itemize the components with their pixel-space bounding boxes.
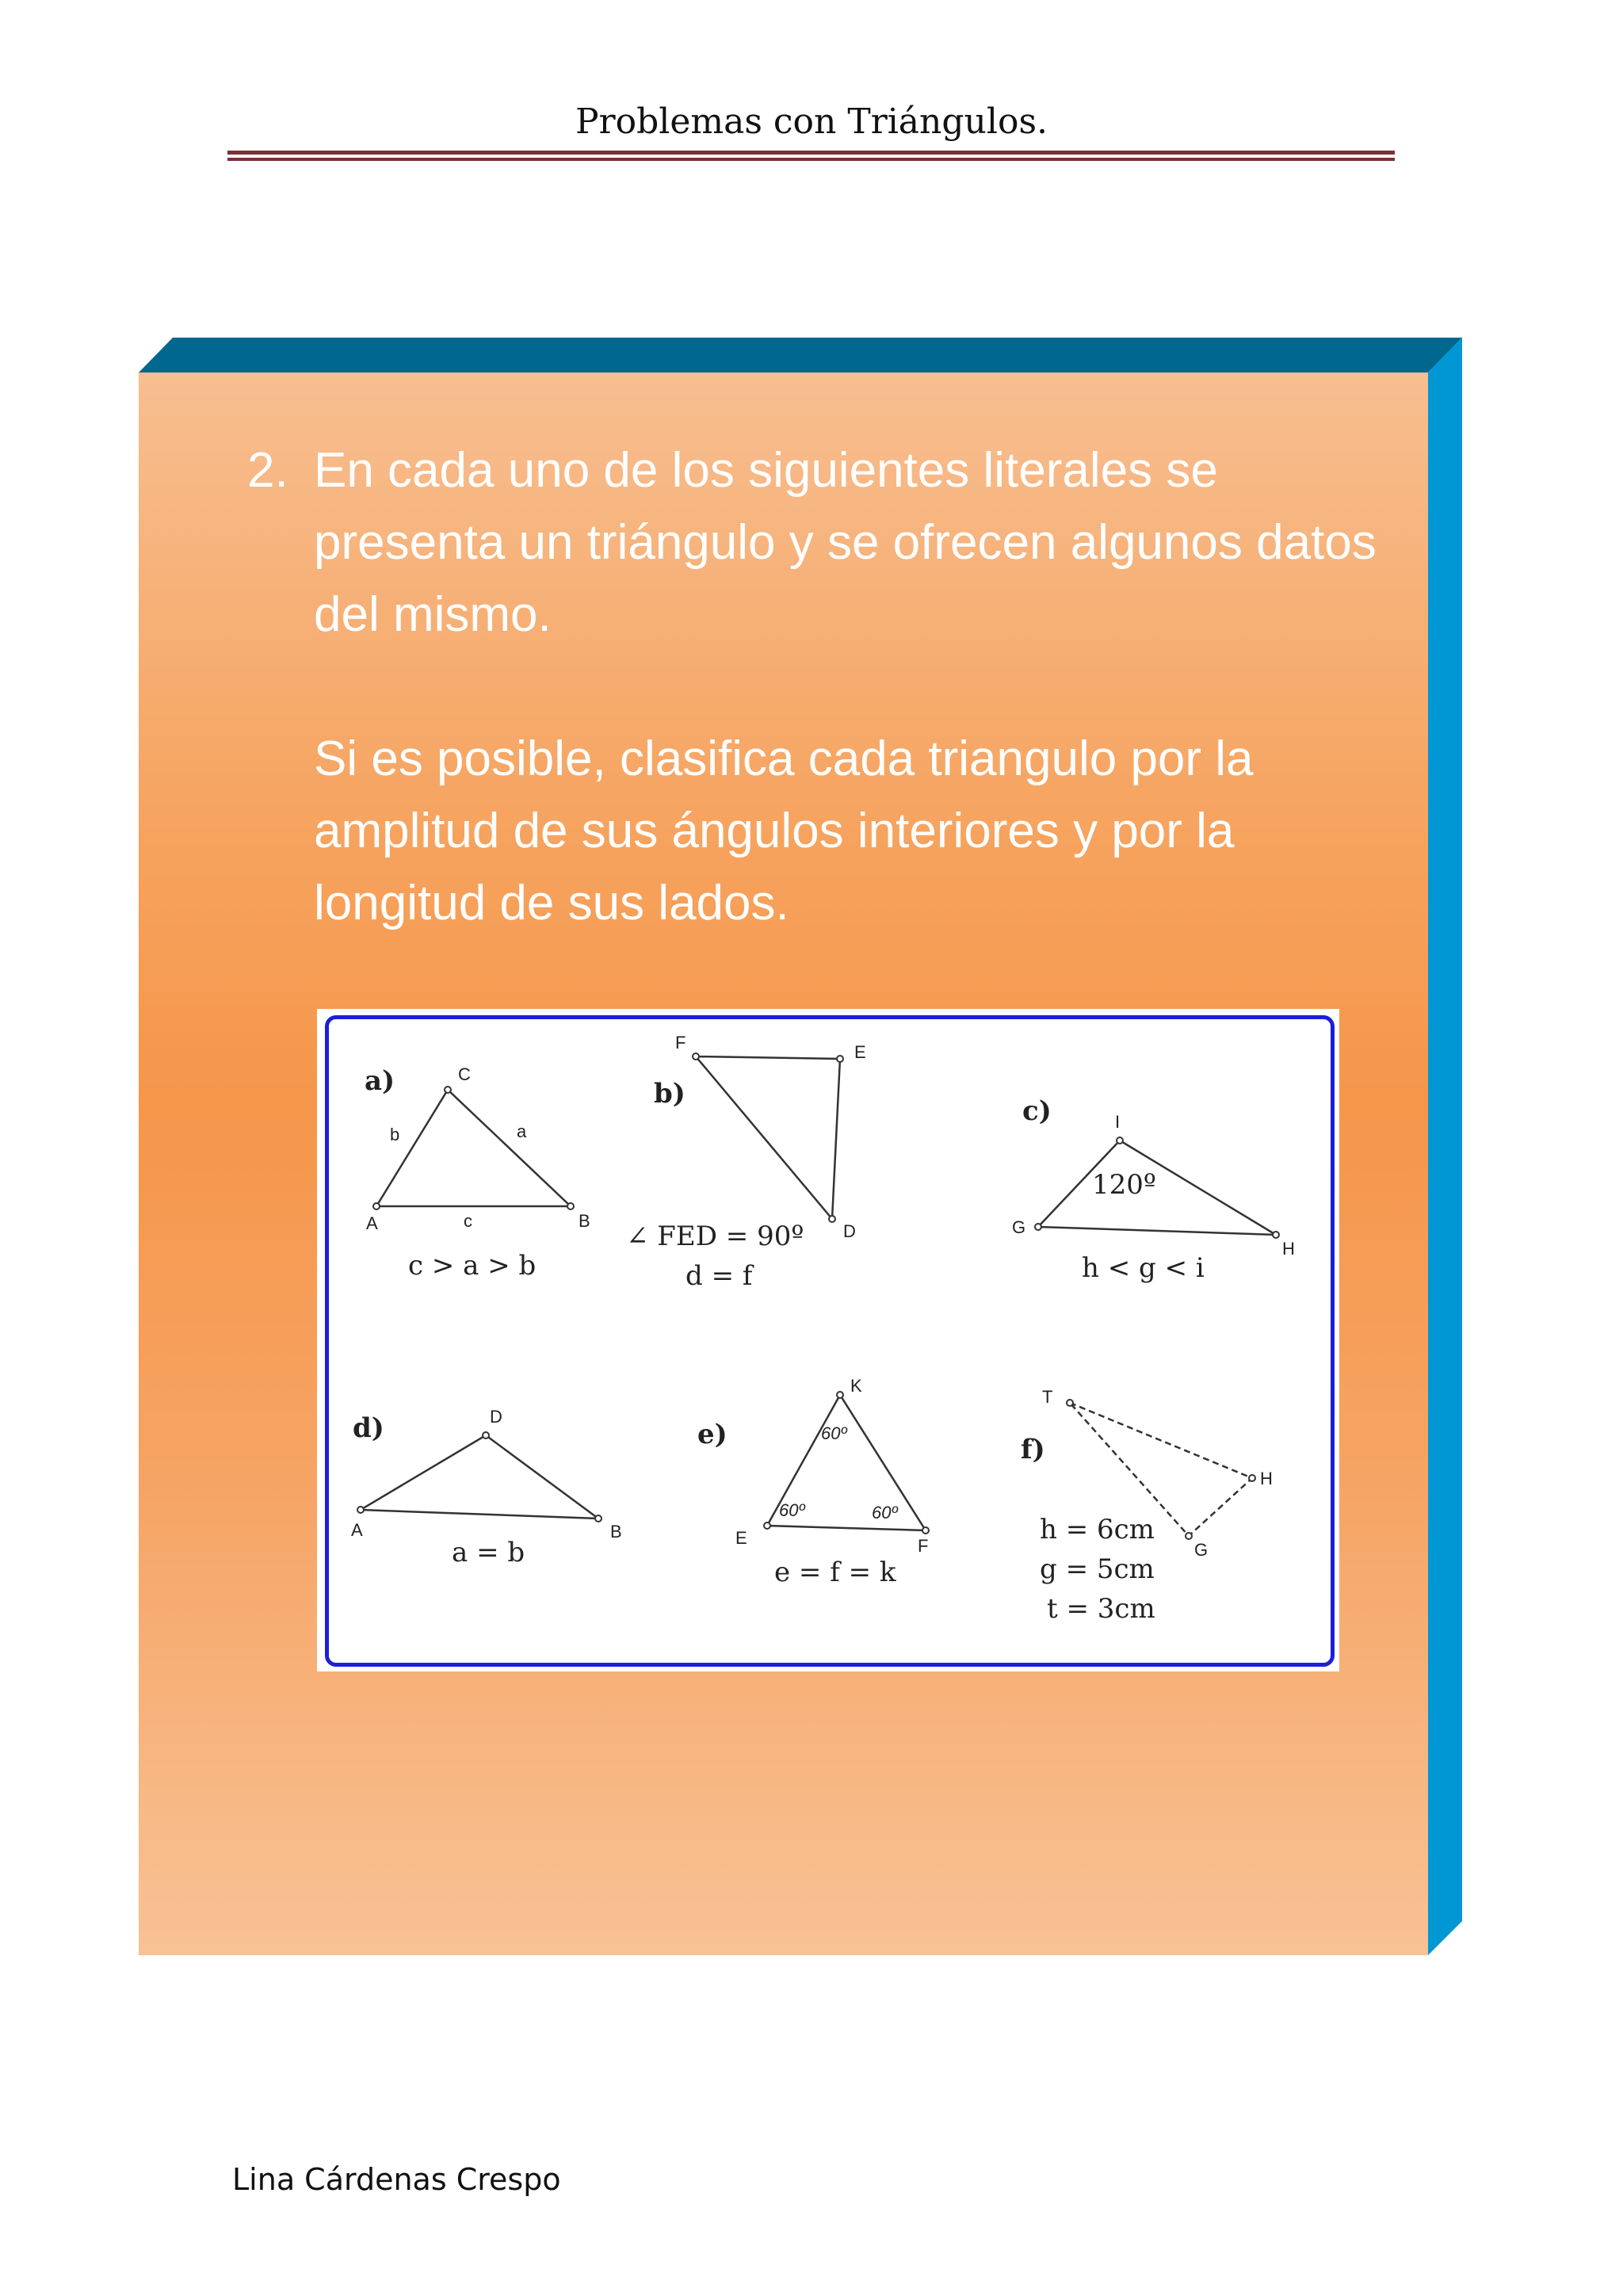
- label-e: e): [697, 1419, 727, 1450]
- triangle-f: [1021, 1387, 1273, 1625]
- triangle-b: [626, 1033, 866, 1292]
- triangles-figure: [317, 1009, 1339, 1671]
- footer-author: Lina Cárdenas Crespo: [232, 2162, 561, 2197]
- side-a-a: a: [517, 1121, 527, 1141]
- data-f-3: t = 3cm: [1047, 1593, 1155, 1625]
- vertex-b-E: E: [854, 1042, 866, 1062]
- vertex-e-F: F: [918, 1536, 929, 1556]
- vertex-f-T: T: [1042, 1387, 1053, 1407]
- vertex-d-A: A: [351, 1520, 363, 1540]
- vertex-a-A: A: [366, 1213, 378, 1233]
- triangle-d: [351, 1407, 622, 1568]
- vertex-a-C: C: [458, 1064, 471, 1084]
- vertex-c-G: G: [1012, 1217, 1026, 1237]
- vertex-a-B: B: [579, 1211, 590, 1231]
- data-f-1: h = 6cm: [1040, 1514, 1155, 1545]
- vertex-d-B: B: [610, 1522, 622, 1541]
- label-d: d): [353, 1412, 384, 1444]
- label-c: c): [1022, 1095, 1052, 1127]
- problem-paragraph-1: En cada uno de los siguientes literales se presenta un triángulo y se ofrecen algunos datos del mismo.: [314, 443, 1377, 642]
- label-f: f): [1021, 1434, 1045, 1465]
- data-b-2: d = f: [685, 1260, 753, 1292]
- box-top-face: [139, 338, 1462, 372]
- triangles-diagram: [317, 1009, 1339, 1671]
- triangle-c: [1012, 1095, 1295, 1284]
- label-a: a): [365, 1065, 395, 1097]
- vertex-e-K: K: [850, 1376, 862, 1396]
- label-b: b): [654, 1078, 685, 1110]
- vertex-c-I: I: [1115, 1112, 1121, 1132]
- angle-e-1: 60º: [779, 1500, 805, 1520]
- vertex-b-D: D: [843, 1221, 856, 1241]
- data-e: e = f = k: [774, 1557, 896, 1588]
- problem-paragraph-2: Si es posible, clasifica cada triangulo por la amplitud de sus ángulos interiores y por la longitud de sus lados.: [314, 732, 1254, 930]
- angle-e-3: 60º: [821, 1423, 847, 1443]
- vertex-f-G: G: [1194, 1540, 1209, 1560]
- page-header-title: Problemas con Triángulos.: [575, 101, 1048, 142]
- vertex-d-D: D: [490, 1407, 502, 1427]
- angle-e-2: 60º: [872, 1503, 898, 1522]
- side-a-b: b: [390, 1125, 400, 1144]
- data-c: h < g < i: [1082, 1252, 1205, 1284]
- side-a-c: c: [464, 1211, 472, 1231]
- data-d: a = b: [452, 1537, 525, 1568]
- box-side-face: [1428, 338, 1462, 1955]
- vertex-b-F: F: [675, 1033, 686, 1052]
- data-a: c > a > b: [408, 1250, 537, 1282]
- triangle-e: [697, 1376, 929, 1588]
- vertex-f-H: H: [1260, 1469, 1273, 1488]
- vertex-c-H: H: [1282, 1239, 1295, 1259]
- problem-number: 2.: [247, 443, 288, 498]
- data-b-1: ∠ FED = 90º: [626, 1221, 804, 1252]
- angle-c: 120º: [1092, 1169, 1156, 1201]
- data-f-2: g = 5cm: [1040, 1553, 1155, 1585]
- vertex-e-E: E: [735, 1528, 747, 1548]
- triangle-a: [365, 1064, 590, 1282]
